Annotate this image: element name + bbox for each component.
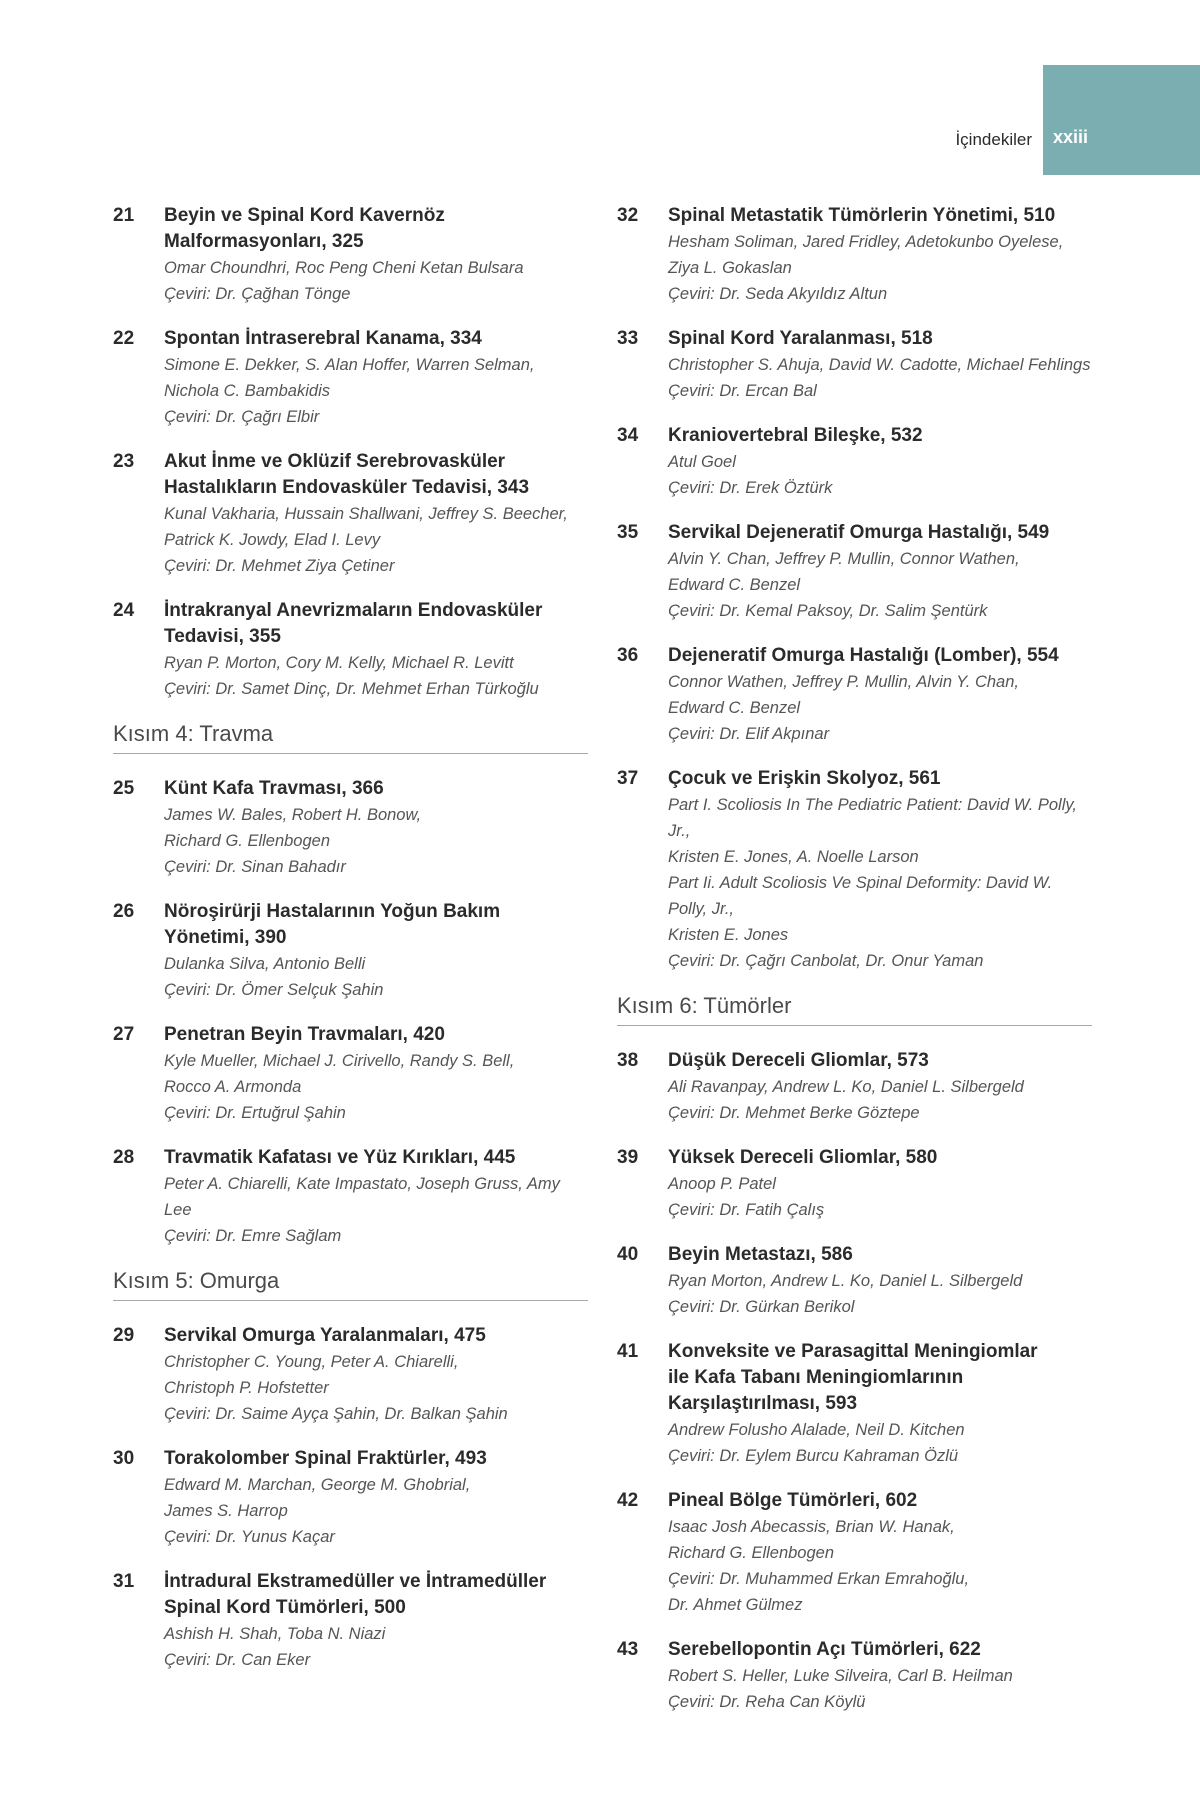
chapter-authors xyxy=(668,1268,1092,1294)
chapter-authors-line: Christopher S. Ahuja, David W. Cadotte, Michael Fehlings xyxy=(668,356,1091,374)
chapter-translator xyxy=(164,1223,588,1249)
chapter-translator xyxy=(164,1647,588,1673)
toc-left-column xyxy=(113,203,588,1692)
chapter-translator-line: Çeviri: Dr. Elif Akpınar xyxy=(668,725,830,743)
toc-entry[interactable] xyxy=(113,1022,588,1126)
chapter-title xyxy=(164,776,588,802)
chapter-translator-line: Çeviri: Dr. Samet Dinç, Dr. Mehmet Erhan Türkoğlu xyxy=(164,680,539,698)
chapter-title-line: Tedavisi, 355 xyxy=(164,626,281,647)
chapter-translator-line: Çeviri: Dr. Emre Sağlam xyxy=(164,1227,342,1245)
chapter-number: 32 xyxy=(617,205,639,226)
chapter-translator xyxy=(164,1100,588,1126)
chapter-translator-line: Çeviri: Dr. Çağrı Elbir xyxy=(164,408,320,426)
chapter-title-line: Spinal Metastatik Tümörlerin Yönetimi, 510 xyxy=(668,205,1056,226)
chapter-title-line: Torakolomber Spinal Fraktürler, 493 xyxy=(164,1448,487,1469)
chapter-authors-line: Edward M. Marchan, George M. Ghobrial, xyxy=(164,1476,471,1494)
chapter-title xyxy=(668,1145,1092,1171)
chapter-title xyxy=(668,203,1092,229)
toc-group xyxy=(113,203,588,702)
chapter-translator xyxy=(668,1294,1092,1320)
chapter-translator xyxy=(668,721,1092,747)
chapter-title xyxy=(164,1446,588,1472)
chapter-translator-line: Çeviri: Dr. Saime Ayça Şahin, Dr. Balkan Şahin xyxy=(164,1405,508,1423)
toc-entry[interactable] xyxy=(617,423,1092,501)
section-heading-tumorler: Kısım 6: Tümörler xyxy=(617,993,1092,1026)
chapter-translator-line: Çeviri: Dr. Fatih Çalış xyxy=(668,1201,825,1219)
chapter-number: 33 xyxy=(617,328,639,349)
chapter-translator-line: Çeviri: Dr. Ercan Bal xyxy=(668,382,817,400)
chapter-title-line: Kraniovertebral Bileşke, 532 xyxy=(668,425,923,446)
section-heading-omurga: Kısım 5: Omurga xyxy=(113,1268,588,1301)
chapter-title xyxy=(668,1488,1092,1514)
chapter-title xyxy=(164,1145,588,1171)
chapter-authors xyxy=(164,1621,588,1647)
chapter-number: 25 xyxy=(113,778,135,799)
chapter-translator xyxy=(668,475,1092,501)
chapter-authors xyxy=(668,352,1092,378)
chapter-title-line: Yönetimi, 390 xyxy=(164,927,287,948)
chapter-authors-line: James W. Bales, Robert H. Bonow, xyxy=(164,806,422,824)
chapter-authors-line: Edward C. Benzel xyxy=(668,576,801,594)
chapter-title-line: Servikal Dejeneratif Omurga Hastalığı, 549 xyxy=(668,522,1050,543)
chapter-number: 29 xyxy=(113,1325,135,1346)
chapter-authors-line: Christopher C. Young, Peter A. Chiarelli, xyxy=(164,1353,459,1371)
chapter-title-line: Karşılaştırılması, 593 xyxy=(668,1393,858,1414)
chapter-authors-line: Anoop P. Patel xyxy=(668,1175,776,1193)
chapter-authors-line: James S. Harrop xyxy=(164,1502,288,1520)
chapter-authors xyxy=(164,1171,588,1223)
toc-entry[interactable] xyxy=(617,1339,1092,1469)
chapter-title-line: Spontan İntraserebral Kanama, 334 xyxy=(164,328,482,349)
chapter-translator xyxy=(164,404,588,430)
chapter-translator-line: Çeviri: Dr. Eylem Burcu Kahraman Özlü xyxy=(668,1447,959,1465)
toc-entry[interactable] xyxy=(113,1446,588,1550)
chapter-translator xyxy=(668,1100,1092,1126)
chapter-translator xyxy=(668,1443,1092,1469)
chapter-translator-line: Çeviri: Dr. Çağrı Canbolat, Dr. Onur Yaman xyxy=(668,952,984,970)
toc-entry[interactable] xyxy=(113,326,588,430)
chapter-authors xyxy=(164,1048,588,1100)
toc-entry[interactable] xyxy=(113,1569,588,1673)
chapter-title-line: İntradural Ekstramedüller ve İntramedüller xyxy=(164,1571,547,1592)
chapter-number: 28 xyxy=(113,1147,135,1168)
chapter-number: 43 xyxy=(617,1639,639,1660)
chapter-translator-line: Çeviri: Dr. Erek Öztürk xyxy=(668,479,833,497)
chapter-title-line: Penetran Beyin Travmaları, 420 xyxy=(164,1024,445,1045)
chapter-translator xyxy=(164,553,588,579)
chapter-authors xyxy=(164,951,588,977)
chapter-authors-line: Part I. Scoliosis In The Pediatric Patient: David W. Polly, Jr., xyxy=(668,796,1077,840)
chapter-title-line: Akut İnme ve Oklüzif Serebrovasküler xyxy=(164,451,506,472)
chapter-title-line: Spinal Kord Yaralanması, 518 xyxy=(668,328,933,349)
chapter-authors xyxy=(668,669,1092,721)
chapter-number: 35 xyxy=(617,522,639,543)
page-number: xxiii xyxy=(1053,127,1089,147)
chapter-translator-line: Çeviri: Dr. Gürkan Berikol xyxy=(668,1298,855,1316)
chapter-authors xyxy=(668,1171,1092,1197)
chapter-title xyxy=(668,1242,1092,1268)
chapter-translator-line: Çeviri: Dr. Sinan Bahadır xyxy=(164,858,346,876)
chapter-authors xyxy=(164,1349,588,1401)
toc-right-column xyxy=(617,203,1092,1734)
chapter-title-line: Nöroşirürji Hastalarının Yoğun Bakım xyxy=(164,901,501,922)
page-tab xyxy=(1043,65,1200,175)
chapter-title xyxy=(668,1048,1092,1074)
chapter-translator xyxy=(668,948,1092,974)
chapter-translator-line: Çeviri: Dr. Yunus Kaçar xyxy=(164,1528,335,1546)
chapter-authors xyxy=(164,352,588,404)
chapter-authors xyxy=(668,1417,1092,1443)
chapter-title xyxy=(164,203,588,255)
chapter-authors-line: Simone E. Dekker, S. Alan Hoffer, Warren Selman, xyxy=(164,356,535,374)
toc-group xyxy=(113,776,588,1249)
chapter-number: 37 xyxy=(617,768,639,789)
chapter-translator xyxy=(668,281,1092,307)
toc-entry[interactable] xyxy=(617,1488,1092,1618)
chapter-authors-line: Connor Wathen, Jeffrey P. Mullin, Alvin Y. Chan, xyxy=(668,673,1019,691)
chapter-authors xyxy=(668,792,1092,948)
toc-entry[interactable] xyxy=(617,520,1092,624)
chapter-title xyxy=(668,423,1092,449)
chapter-number: 26 xyxy=(113,901,135,922)
chapter-translator-line: Çeviri: Dr. Ömer Selçuk Şahin xyxy=(164,981,384,999)
chapter-title xyxy=(164,598,588,650)
chapter-number: 30 xyxy=(113,1448,135,1469)
chapter-title-line: Spinal Kord Tümörleri, 500 xyxy=(164,1597,406,1618)
chapter-translator xyxy=(164,1401,588,1427)
chapter-translator-line: Dr. Ahmet Gülmez xyxy=(668,1596,803,1614)
chapter-translator-line: Çeviri: Dr. Kemal Paksoy, Dr. Salim Şentürk xyxy=(668,602,988,620)
chapter-authors-line: Ziya L. Gokaslan xyxy=(668,259,792,277)
chapter-authors xyxy=(164,650,588,676)
chapter-authors-line: Kristen E. Jones, A. Noelle Larson xyxy=(668,848,919,866)
chapter-authors-line: Peter A. Chiarelli, Kate Impastato, Joseph Gruss, Amy Lee xyxy=(164,1175,560,1219)
chapter-authors xyxy=(668,1514,1092,1566)
chapter-translator xyxy=(164,1524,588,1550)
chapter-authors xyxy=(164,501,588,553)
chapter-title-line: İntrakranyal Anevrizmaların Endovasküler xyxy=(164,600,543,621)
chapter-title-line: Servikal Omurga Yaralanmaları, 475 xyxy=(164,1325,486,1346)
chapter-authors-line: Christoph P. Hofstetter xyxy=(164,1379,329,1397)
chapter-title-line: Düşük Dereceli Gliomlar, 573 xyxy=(668,1050,929,1071)
chapter-title xyxy=(668,766,1092,792)
chapter-number: 41 xyxy=(617,1341,639,1362)
chapter-authors xyxy=(164,1472,588,1524)
chapter-title xyxy=(164,449,588,501)
chapter-title-line: Beyin ve Spinal Kord Kavernöz xyxy=(164,205,445,226)
chapter-authors xyxy=(668,229,1092,281)
toc-entry[interactable] xyxy=(617,1242,1092,1320)
chapter-authors xyxy=(164,802,588,854)
chapter-authors-line: Richard G. Ellenbogen xyxy=(164,832,331,850)
toc-entry[interactable] xyxy=(113,776,588,880)
chapter-title-line: Pineal Bölge Tümörleri, 602 xyxy=(668,1490,918,1511)
toc-entry[interactable] xyxy=(113,203,588,307)
chapter-translator-line: Çeviri: Dr. Reha Can Köylü xyxy=(668,1693,866,1711)
chapter-number: 27 xyxy=(113,1024,135,1045)
chapter-number: 34 xyxy=(617,425,639,446)
chapter-translator-line: Çeviri: Dr. Mehmet Berke Göztepe xyxy=(668,1104,920,1122)
chapter-number: 42 xyxy=(617,1490,639,1511)
chapter-number: 31 xyxy=(113,1571,135,1592)
chapter-title xyxy=(668,520,1092,546)
chapter-title xyxy=(668,1339,1092,1417)
toc-entry[interactable] xyxy=(617,203,1092,307)
toc-entry[interactable] xyxy=(617,766,1092,974)
chapter-title-line: ile Kafa Tabanı Meningiomlarının xyxy=(668,1367,964,1388)
toc-entry[interactable] xyxy=(113,1145,588,1249)
page-header-title: İçindekiler xyxy=(955,130,1032,149)
chapter-authors-line: Hesham Soliman, Jared Fridley, Adetokunbo Oyelese, xyxy=(668,233,1064,251)
chapter-authors-line: Richard G. Ellenbogen xyxy=(668,1544,835,1562)
chapter-authors-line: Robert S. Heller, Luke Silveira, Carl B. Heilman xyxy=(668,1667,1013,1685)
chapter-translator-line: Çeviri: Dr. Çağhan Tönge xyxy=(164,285,351,303)
chapter-authors-line: Nichola C. Bambakidis xyxy=(164,382,330,400)
toc-group xyxy=(113,1323,588,1673)
chapter-title xyxy=(668,1637,1092,1663)
toc-group xyxy=(617,1048,1092,1715)
chapter-authors xyxy=(668,1663,1092,1689)
chapter-translator xyxy=(668,1689,1092,1715)
chapter-number: 39 xyxy=(617,1147,639,1168)
toc-entry[interactable] xyxy=(617,1145,1092,1223)
chapter-authors xyxy=(668,546,1092,598)
chapter-authors-line: Part Ii. Adult Scoliosis Ve Spinal Deformity: David W. Polly, Jr., xyxy=(668,874,1053,918)
chapter-translator xyxy=(668,598,1092,624)
chapter-title-line: Konveksite ve Parasagittal Meningiomlar xyxy=(668,1341,1038,1362)
chapter-title-line: Dejeneratif Omurga Hastalığı (Lomber), 554 xyxy=(668,645,1059,666)
toc-entry[interactable] xyxy=(617,326,1092,404)
chapter-translator-line: Çeviri: Dr. Can Eker xyxy=(164,1651,311,1669)
chapter-title xyxy=(668,326,1092,352)
chapter-title-line: Yüksek Dereceli Gliomlar, 580 xyxy=(668,1147,938,1168)
chapter-authors-line: Isaac Josh Abecassis, Brian W. Hanak, xyxy=(668,1518,955,1536)
chapter-authors-line: Omar Choundhri, Roc Peng Cheni Ketan Bulsara xyxy=(164,259,524,277)
chapter-translator-line: Çeviri: Dr. Seda Akyıldız Altun xyxy=(668,285,888,303)
chapter-number: 24 xyxy=(113,600,135,621)
chapter-number: 36 xyxy=(617,645,639,666)
chapter-title xyxy=(164,1022,588,1048)
chapter-authors-line: Ali Ravanpay, Andrew L. Ko, Daniel L. Silbergeld xyxy=(668,1078,1024,1096)
chapter-translator xyxy=(164,854,588,880)
chapter-authors-line: Patrick K. Jowdy, Elad I. Levy xyxy=(164,531,381,549)
chapter-authors xyxy=(668,1074,1092,1100)
toc-entry[interactable] xyxy=(617,643,1092,747)
chapter-number: 21 xyxy=(113,205,135,226)
chapter-title-line: Beyin Metastazı, 586 xyxy=(668,1244,853,1265)
chapter-title-line: Çocuk ve Erişkin Skolyoz, 561 xyxy=(668,768,941,789)
toc-entry[interactable] xyxy=(113,1323,588,1427)
chapter-authors-line: Andrew Folusho Alalade, Neil D. Kitchen xyxy=(668,1421,965,1439)
chapter-authors xyxy=(164,255,588,281)
chapter-number: 22 xyxy=(113,328,135,349)
chapter-title-line: Hastalıkların Endovasküler Tedavisi, 343 xyxy=(164,477,530,498)
toc-entry[interactable] xyxy=(113,598,588,702)
chapter-authors-line: Edward C. Benzel xyxy=(668,699,801,717)
chapter-authors-line: Kunal Vakharia, Hussain Shallwani, Jeffrey S. Beecher, xyxy=(164,505,568,523)
toc-entry[interactable] xyxy=(113,449,588,579)
chapter-title xyxy=(164,899,588,951)
chapter-title-line: Travmatik Kafatası ve Yüz Kırıkları, 445 xyxy=(164,1147,516,1168)
chapter-translator-line: Çeviri: Dr. Ertuğrul Şahin xyxy=(164,1104,346,1122)
chapter-authors-line: Kyle Mueller, Michael J. Cirivello, Randy S. Bell, xyxy=(164,1052,515,1070)
chapter-translator xyxy=(668,1566,1092,1618)
chapter-translator xyxy=(668,378,1092,404)
toc-group xyxy=(617,203,1092,974)
chapter-translator xyxy=(164,676,588,702)
chapter-authors-line: Dulanka Silva, Antonio Belli xyxy=(164,955,366,973)
chapter-title-line: Serebellopontin Açı Tümörleri, 622 xyxy=(668,1639,981,1660)
chapter-authors-line: Rocco A. Armonda xyxy=(164,1078,302,1096)
chapter-number: 23 xyxy=(113,451,135,472)
chapter-title-line: Künt Kafa Travması, 366 xyxy=(164,778,384,799)
chapter-translator xyxy=(668,1197,1092,1223)
chapter-translator xyxy=(164,281,588,307)
chapter-translator xyxy=(164,977,588,1003)
chapter-translator-line: Çeviri: Dr. Mehmet Ziya Çetiner xyxy=(164,557,395,575)
chapter-authors-line: Atul Goel xyxy=(668,453,736,471)
chapter-authors-line: Alvin Y. Chan, Jeffrey P. Mullin, Connor Wathen, xyxy=(668,550,1020,568)
chapter-authors-line: Kristen E. Jones xyxy=(668,926,789,944)
toc-entry[interactable] xyxy=(113,899,588,1003)
chapter-title xyxy=(164,1569,588,1621)
section-heading-travma: Kısım 4: Travma xyxy=(113,721,588,754)
chapter-authors-line: Ashish H. Shah, Toba N. Niazi xyxy=(164,1625,386,1643)
chapter-number: 38 xyxy=(617,1050,639,1071)
chapter-translator-line: Çeviri: Dr. Muhammed Erkan Emrahoğlu, xyxy=(668,1570,970,1588)
chapter-number: 40 xyxy=(617,1244,639,1265)
chapter-title-line: Malformasyonları, 325 xyxy=(164,231,364,252)
chapter-authors-line: Ryan P. Morton, Cory M. Kelly, Michael R. Levitt xyxy=(164,654,514,672)
chapter-authors xyxy=(668,449,1092,475)
toc-entry[interactable] xyxy=(617,1637,1092,1715)
chapter-title xyxy=(164,326,588,352)
toc-entry[interactable] xyxy=(617,1048,1092,1126)
chapter-authors-line: Ryan Morton, Andrew L. Ko, Daniel L. Silbergeld xyxy=(668,1272,1023,1290)
chapter-title xyxy=(668,643,1092,669)
chapter-title xyxy=(164,1323,588,1349)
